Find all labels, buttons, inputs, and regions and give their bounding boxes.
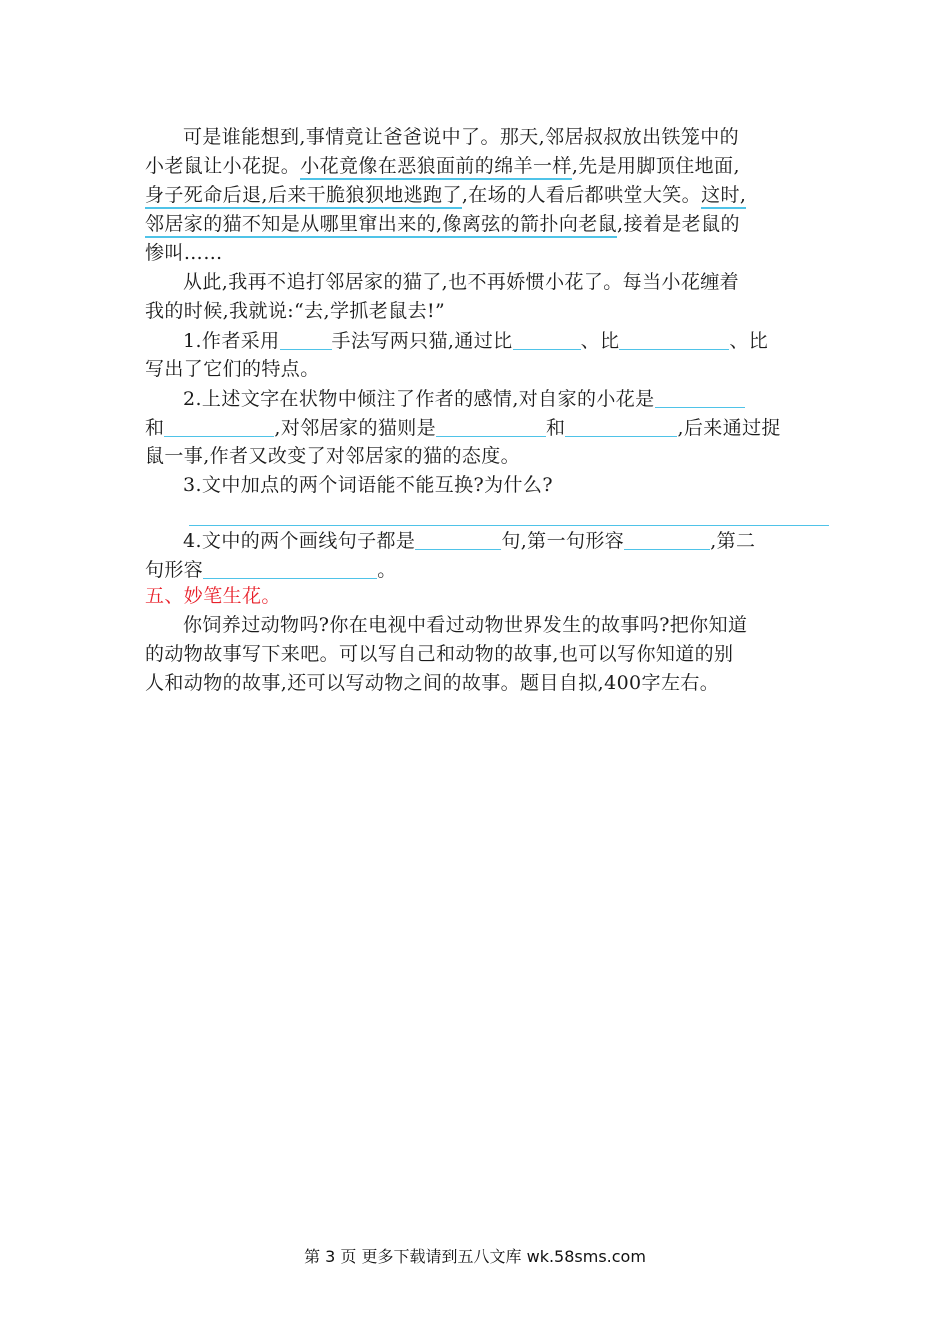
question-text: ,后来通过捉: [677, 417, 781, 439]
answer-line[interactable]: [189, 525, 829, 526]
question-text: 和: [546, 417, 566, 439]
question-text: 1.作者采用: [183, 330, 280, 352]
question-text: ,第二: [710, 530, 756, 552]
section-5-title: [145, 583, 281, 609]
answer-blank[interactable]: [203, 556, 377, 579]
question-1: [183, 327, 768, 353]
answer-blank[interactable]: [655, 385, 745, 408]
answer-blank[interactable]: [513, 327, 581, 350]
question-text: 2.上述文字在状物中倾注了作者的感情,对自家的小花是: [183, 388, 655, 410]
answer-blank[interactable]: [619, 327, 729, 350]
question-text: 鼠一事,作者又改变了对邻居家的猫的态度。: [145, 445, 521, 467]
passage-line: [145, 240, 223, 266]
passage-text: 可是谁能想到,事情竟让爸爸说中了。那天,邻居叔叔放出铁笼中的: [183, 126, 740, 148]
question-3: [183, 472, 553, 498]
question-2-cont: [145, 414, 781, 440]
section-5-line: [183, 612, 747, 638]
underlined-sentence: 身子死命后退,后来干脆狼狈地逃跑了: [145, 184, 462, 209]
answer-blank[interactable]: [164, 414, 274, 437]
answer-blank[interactable]: [415, 527, 501, 550]
passage-line: [183, 124, 739, 150]
section-title: 五、妙笔生花。: [145, 585, 281, 607]
underlined-sentence: 这时,: [701, 184, 746, 209]
passage-line: [145, 153, 740, 179]
question-text: 和: [145, 417, 165, 439]
passage-text: 小老鼠让小花捉。: [145, 155, 301, 177]
prompt-text: 人和动物的故事,还可以写动物之间的故事。题目自拟,400字左右。: [145, 672, 720, 694]
prompt-text: 你饲养过动物吗?你在电视中看过动物世界发生的故事吗?把你知道: [183, 614, 748, 636]
question-text: 句形容: [145, 559, 204, 581]
question-text: 、比: [580, 330, 620, 352]
question-text: 句,第一句形容: [501, 530, 625, 552]
prompt-text: 的动物故事写下来吧。可以写自己和动物的故事,也可以写你知道的别: [145, 643, 734, 665]
passage-line: [145, 211, 740, 237]
passage-text: 惨叫……: [145, 242, 223, 264]
answer-blank[interactable]: [280, 327, 332, 350]
question-1-cont: [145, 356, 320, 382]
section-5-line: [145, 641, 733, 667]
question-4-cont: [145, 556, 397, 582]
question-text: 3.文中加点的两个词语能不能互换?为什么?: [183, 474, 553, 496]
question-text: 写出了它们的特点。: [145, 358, 320, 380]
answer-blank[interactable]: [436, 414, 546, 437]
section-5-line: [145, 670, 719, 696]
answer-blank[interactable]: [565, 414, 677, 437]
question-text: 手法写两只猫,通过比: [331, 330, 513, 352]
underlined-sentence: 邻居家的猫不知是从哪里窜出来的,像离弦的箭扑向老鼠: [145, 213, 617, 238]
passage-line: [183, 269, 739, 295]
passage-text: ,在场的人看后都哄堂大笑。: [461, 184, 702, 206]
underlined-sentence: 小花竟像在恶狼面前的绵羊一样: [300, 155, 572, 180]
page-footer: 第 3 页 更多下载请到五八文库 wk.58sms.com: [304, 1247, 646, 1266]
passage-text: ,接着是老鼠的: [617, 213, 740, 235]
question-text: 、比: [729, 330, 769, 352]
passage-text: ,先是用脚顶住地面,: [571, 155, 740, 177]
question-4: [183, 527, 755, 553]
question-2-cont: [145, 443, 520, 469]
passage-line: [145, 182, 746, 208]
question-2: [183, 385, 745, 411]
answer-blank[interactable]: [624, 527, 710, 550]
question-text: 4.文中的两个画线句子都是: [183, 530, 416, 552]
passage-text: 我的时候,我就说:“去,学抓老鼠去!”: [145, 300, 446, 322]
passage-text: 从此,我再不追打邻居家的猫了,也不再娇惯小花了。每当小花缠着: [183, 271, 740, 293]
passage-line: [145, 298, 445, 324]
question-text: 。: [377, 559, 397, 581]
question-text: ,对邻居家的猫则是: [274, 417, 437, 439]
